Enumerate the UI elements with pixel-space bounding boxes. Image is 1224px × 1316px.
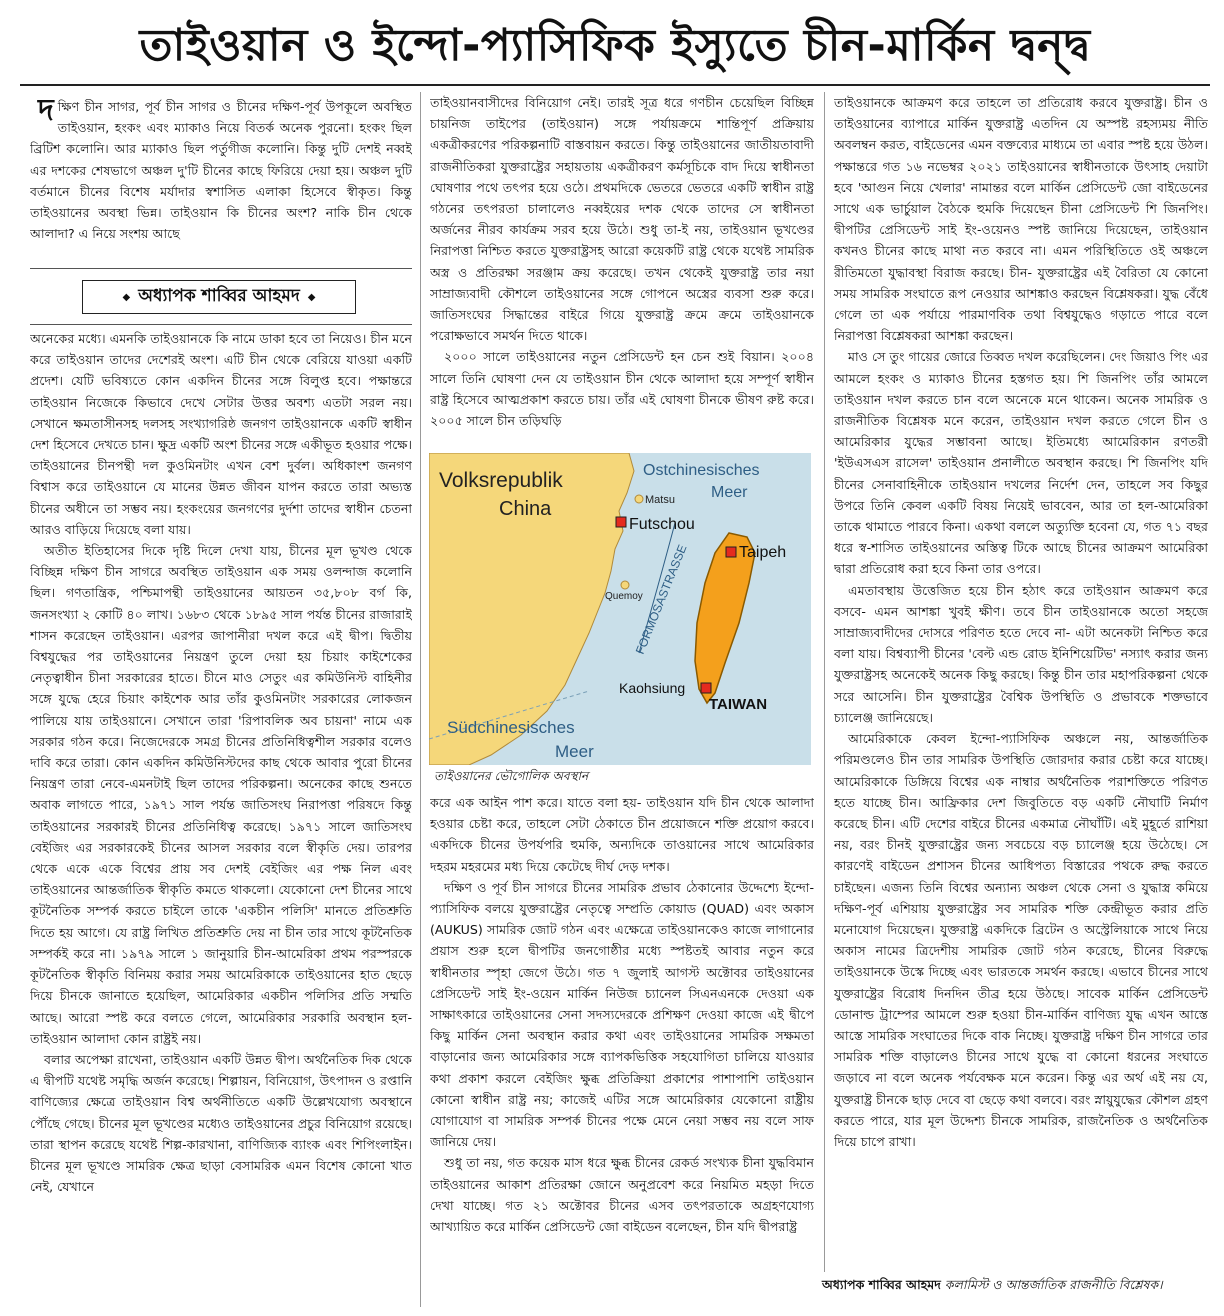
map-label-sea: Südchinesisches <box>447 718 575 737</box>
headline-rule <box>20 84 1210 86</box>
map-label-sea: Ostchinesisches <box>643 462 760 479</box>
paragraph: ২০০০ সালে তাইওয়ানের নতুন প্রেসিডেন্ট হন চেন শুই বিয়ান। ২০০৪ সালে তিনি ঘোষণা দেন যে তাইওয়ান চীন থেকে আলাদা হয়ে সম্পূর্ণ স্বাধীন রাষ্ট্র হিসেবে আত্মপ্রকাশ করতে চায়। তাঁর এই ঘোষণা চীনকে ভীষণ রুষ্ট করে। ২০০৫ সালে চীন তড়িঘড়ি <box>430 349 814 429</box>
paragraph: আমেরিকাকে কেবল ইন্দো-প্যাসিফিক অঞ্চলে নয়, আন্তর্জাতিক পরিমণ্ডলেও চীন তার সামরিক উপস্থিতি জোরদার করার চেষ্টা করে যাচ্ছে। আমেরিকাকে ডিঙ্গিয়ে বিশ্বের এক নাম্বার অর্থনৈতিক পরাশক্তিতে পরিণত হতে যাচ্ছে চীন। আফ্রিকার দেশ জিবুতিতে বড় একটি নৌঘাটি নির্মাণ করেছে চীন। এটি দেশের বাইরে চীনের একমাত্র নৌঘাঁটি। এই মুহূর্তে রাশিয়া নয়, বরং চীনই যুক্তরাষ্ট্রের জন্য সবচেয়ে বড় চ্যালেঞ্জ হয়ে উঠেছে। সে কারণেই বাইডেন প্রশাসন চীনের আধিপত্য বিস্তারের পথকে রুদ্ধ করতে চাইছেন। এজন্য তিনি বিশ্বের অন্যান্য অঞ্চল থেকে সেনা ও যুদ্ধাস্ত্র কমিয়ে দক্ষিণ-পূর্ব এশিয়ায় যুক্তরাষ্ট্রের সব সামরিক শক্তি কেন্দ্রীভূত করার প্রতি মনোযোগ দিয়েছেন। যুক্তরাষ্ট্র একদিকে ব্রিটেন ও অস্ট্রেলিয়াকে সাথে নিয়ে অকাস নামের ত্রিদেশীয় সামরিক জোট গঠন করেছে, চীনের বিরুদ্ধে তাইওয়ানকে উস্কে দিচ্ছে এবং ভারতকে সমর্থন করছে। এভাবে চীনের সাথে যুক্তরাষ্ট্রের বিরোধ দিনদিন তীব্র হয়ে উঠছে। সাবেক মার্কিন প্রেসিডেন্ট ডোনাল্ড ট্রাম্পের আমলে শুরু হওয়া চীন-মার্কিন বাণিজ্য যুদ্ধ এখন আস্তে আস্তে সামরিক সংঘাতের দিকে বাক নিচ্ছে। যুক্তরাষ্ট্র দক্ষিণ চীন সাগরে তার সামরিক শক্তি বাড়ালেও চীনের সাথে যুদ্ধে বা কোনো ধরনের সংঘাতে জড়াবে না বলে অনেক পর্যবেক্ষক মনে করেন। কিন্তু এর অর্থ এই নয় যে, যুক্তরাষ্ট্র চীনকে ছাড় দেবে বা ছেড়ে কথা বলবে। বরং স্নায়ুযুদ্ধের কৌশল গ্রহণ করতে পারে, যার মূল উদ্দেশ্য চীনকে সামরিক, রাজনৈতিক ও অর্থনৈতিক দিয়ে চাপে রাখা। <box>834 731 1208 1149</box>
paragraph: দক্ষিণ ও পূর্ব চীন সাগরে চীনের সামরিক প্রভাব ঠেকানোর উদ্দেশ্যে ইন্দো-প্যাসিফিক বলয়ে যুক্তরাষ্ট্রের নেতৃত্বে সম্প্রতি কোয়াড (QUAD) এবং অকাস (AUKUS) সামরিক জোট গঠন এবং এক্ষেত্রে তাইওয়ানকেও কাজে লাগানোর প্রয়াস শুরু হলে দ্বীপটির জনগোষ্ঠীর মধ্যে স্পষ্টতই আবার নতুন করে স্বাধীনতার স্পৃহা জেগে উঠে। গত ৭ জুলাই আগস্ট অক্টোবর তাইওয়ানের প্রেসিডেন্ট সাই ইং-ওয়েন মার্কিন নিউজ চ্যানেল সিএনএনকে দেওয়া এক সাক্ষাৎকারে তাইওয়ানের সেনা সদস্যদেরকে প্রশিক্ষণ দেওয়া কাজে এই দ্বীপে কিছু মার্কিন সেনা অবস্থান করার কথা এবং তাইওয়ানের সামরিক সক্ষমতা বাড়ানোর জন্য আমেরিকার সঙ্গে ব্যাপকভিত্তিক সহযোগিতা চালিয়ে যাওয়ার কথা প্রকাশ করলে বেইজিং ক্ষুব্ধ প্রতিক্রিয়া প্রকাশের পাশাপাশি তাইওয়ান কোনো স্বাধীন রাষ্ট্র নয়; কাজেই এটির সঙ্গে আমেরিকার যেকোনো রাষ্ট্রীয় যোগাযোগ বা সামরিক সম্পর্ক চীনের পক্ষে মেনে নেয়া সম্ভব নয় বলে সাফ জানিয়ে দেয়। <box>430 879 814 1150</box>
map-svg <box>429 453 811 765</box>
map-label-city: Matsu <box>645 494 675 506</box>
divider <box>30 268 412 269</box>
diamond-icon: ◆ <box>122 291 131 303</box>
intro-text: ক্ষিণ চীন সাগর, পূর্ব চীন সাগর ও চীনের দক্ষিণ-পূর্ব উপকূলে অবস্থিত তাইওয়ান, হংকং এবং ম্যাকাও নিয়ে বিতর্ক অনেক পুরনো। হংকং ছিল ব্রিটিশ কলোনি। আর ম্যাকাও ছিল পর্তুগীজ কলোনি। কিন্তু দুটি দেশই নব্বই এর দশকের শেষভাগে অঞ্চল দু'টি চীনের কাছে ফিরিয়ে দেয়া হয়। অঞ্চল দুটি বর্তমানে চীনের বিশেষ মর্যাদার স্বশাসিত এলাকা হিসেবে স্বীকৃত। কিন্তু তাইওয়ানের অবস্থা ভিন্ন। তাইওয়ান কি চীনের অংশ? নাকি চীন থেকে আলাদা? এ নিয়ে সংশয় আছে <box>30 99 412 242</box>
map-label-city: Quemoy <box>605 591 643 602</box>
headline: তাইওয়ান ও ইন্দো-প্যাসিফিক ইস্যুতে চীন-মার্কিন দ্বন্দ্ব <box>139 19 1091 71</box>
article-intro <box>30 96 412 264</box>
paragraph: এমতাবস্থায় উত্তেজিত হয়ে চীন হঠাৎ করে তাইওয়ান আক্রমণ করে বসবে- এমন আশঙ্কা খুবই ক্ষীণ। তবে চীন তাইওয়ানকে অতো সহজে সাম্রাজ্যবাদীদের দোসরে পরিণত হতে দেবে না- এটা অনেকটা নিশ্চিত করে বলা যায়। বিশ্বব্যাপী চীনের 'বেল্ট এন্ড রোড ইনিশিয়েটিভ' নস্যাৎ করার জন্য যুক্তরাষ্ট্রসহ অনেকেই অনেক কিছু করছে। কিন্তু চীন তার মহাপরিকল্পনা থেকে সরে আসেনি। চীন যুক্তরাষ্ট্রের বৈশ্বিক উপস্থিতি ও প্রভাবকে শক্তভাবে চ্যালেঞ্জ জানিয়েছে। <box>834 582 1208 725</box>
paragraph: তাইওয়ানবাসীদের বিনিয়োগ নেই। তারই সূত্র ধরে গণচীন চেয়েছিল বিচ্ছিন্ন চায়নিজ তাইপের (তাইওয়ান) সঙ্গে পর্যায়ক্রমে শান্তিপূর্ণ প্রক্রিয়ায় একত্রীকরণের পরিকল্পনাটি বাস্তবায়ন করতে। কিন্তু তাইওয়ানের জাতীয়তাবাদী রাজনীতিকরা যুক্তরাষ্ট্রের সহায়তায় একত্রীকরণ কর্মসূচিকে বাদ দিয়ে স্বাধীনতা ঘোষণার পথে তৎপর হয়ে ওঠে। প্রথমদিকে ভেতরে ভেতরে একটি স্বাধীন রাষ্ট্র গঠনের তৎপরতা চালালেও নব্বইয়ের দশক থেকে তাদের সে স্বাধীনতা অর্জনের নীরব কার্যক্রম সরব হয়ে উঠে। শুধু তা-ই নয়, তাইওয়ান ভূখণ্ডের নিরাপত্তা নিশ্চিত করতে যুক্তরাষ্ট্রসহ আরো কয়েকটি রাষ্ট্র থেকে যথেষ্ট সামরিক অস্ত্র ও প্রতিরক্ষা সরঞ্জাম ক্রয় করেছে। তখন থেকেই যুক্তরাষ্ট্র তার নয়া সাম্রাজ্যবাদী কৌশলে তাইওয়ানের সঙ্গে গোপনে অস্ত্রের ব্যবসা শুরু করে। জাতিসংঘের সিদ্ধান্তের বাইরে গিয়ে যুক্তরাষ্ট্র ক্রমে ক্রমে তাইওয়ানকে পরোক্ষভাবে সমর্থন দিতে থাকে। <box>430 95 814 344</box>
signature-name: অধ্যাপক শাব্বির আহমদ <box>822 1277 941 1292</box>
matsu-island <box>635 495 643 503</box>
paragraph: শুধু তা নয়, গত কয়েক মাস ধরে ক্ষুব্ধ চীনের রেকর্ড সংখ্যক চীনা যুদ্ধবিমান তাইওয়ানের আকাশ প্রতিরক্ষা জোনে অনুপ্রবেশ করে নিয়মিত মহড়া দিতে দেখা যাচ্ছে। গত ২১ অক্টোবর চীনের এসব তৎপরতাকে অগ্রহণযোগ্য আখ্যায়িত করে মার্কিন প্রেসিডেন্ট জো বাইডেন বলেছেন, চীন যদি দ্বীপরাষ্ট্র <box>430 1155 814 1235</box>
taiwan-map <box>429 453 811 765</box>
byline: অধ্যাপক শাব্বির আহমদ <box>138 286 300 306</box>
taipeh-marker <box>726 547 736 557</box>
author-signature <box>822 1277 1212 1297</box>
map-label-island: TAIWAN <box>709 696 768 713</box>
map-caption: তাইওয়ানের ভৌগোলিক অবস্থান <box>434 769 589 783</box>
divider <box>30 324 412 325</box>
map-label-sea: Meer <box>711 484 748 501</box>
byline-box <box>82 280 356 314</box>
article-column-1 <box>30 328 412 1308</box>
map-label-country: Volksrepublik <box>439 469 563 492</box>
map-label-city: Futschou <box>629 516 695 533</box>
map-label-city: Taipeh <box>739 544 787 561</box>
map-label-city: Kaohsiung <box>619 680 686 696</box>
paragraph: তাইওয়ানকে আক্রমণ করে তাহলে তা প্রতিরোধ করবে যুক্তরাষ্ট্র। চীন ও তাইওয়ানের ব্যাপারে মার্কিন যুক্তরাষ্ট্র এতদিন যে অস্পষ্ট রহস্যময় নীতি অবলম্বন করত, বাইডেনের এমন বক্তব্যের মাধ্যমে তা এবার স্পষ্ট হয়ে উঠল। পক্ষান্তরে গত ১৬ নভেম্বর ২০২১ তাইওয়ানের স্বাধীনতাকে উৎসাহ দেয়াটা হবে 'আগুন নিয়ে খেলার' নামান্তর বলে মার্কিন প্রেসিডেন্ট জো বাইডেনের সাথে এক ভার্চুয়াল বৈঠকে হুমকি দিয়েছেন চীনা প্রেসিডেন্ট শি জিনপিং। দ্বীপটির প্রেসিডেন্ট সাই ইং-ওয়েনও স্পষ্ট জানিয়ে দিয়েছেন, তাইওয়ান কখনও চীনের কাছে মাথা নত করবে না। এমন পরিস্থিতিতে ওই অঞ্চলে রীতিমতো যুদ্ধাবস্থা বিরাজ করছে। চীন- যুক্তরাষ্ট্রের এই বৈরিতা যে কোনো সময় সামরিক সংঘাতে রূপ নেওয়ার আশঙ্কাও করছেন বিশ্লেষকরা। যুদ্ধ বেঁধে গেলে তা এক পর্যায়ে পারমাণবিক তথা বিশ্বযুদ্ধেও গড়াতে পারে বলে নিরাপত্তা বিশ্লেষকরা আশঙ্কা করছেন। <box>834 95 1208 344</box>
futschou-marker <box>616 517 626 527</box>
column-divider <box>824 92 825 1272</box>
paragraph: বলার অপেক্ষা রাখেনা, তাইওয়ান একটি উন্নত দ্বীপ। অর্থনৈতিক দিক থেকে এ দ্বীপটি যথেষ্ট সমৃদ্ধি অর্জন করেছে। শিল্পায়ন, বিনিয়োগ, উৎপাদন ও রপ্তানি বাণিজ্যের ক্ষেত্রে তাইওয়ান বিশ্ব অর্থনীতিতে একটি উল্লেখযোগ্য অবস্থানে পৌঁছে গেছে। চীনের মূল ভূখণ্ডের মধ্যেও তাইওয়ানের প্রচুর বিনিয়োগ রয়েছে। তারা স্থাপন করেছে যথেষ্ট শিল্প-কারখানা, বাণিজ্যিক ব্যাংক এবং শিপিংলাইন। চীনের মূল ভূখণ্ডে সামরিক ক্ষেত্র ছাড়া বেসামরিক এমন বিশেষ কোনো খাত নেই, যেখানে <box>30 1051 412 1195</box>
signature-role: কলামিস্ট ও আন্তর্জাতিক রাজনীতি বিশ্লেষক। <box>944 1277 1163 1292</box>
map-label-sea: Meer <box>555 742 594 761</box>
quemoy-island <box>621 581 629 589</box>
article-column-3 <box>834 92 1208 1272</box>
article-column-2-top <box>430 92 814 448</box>
kaohsiung-marker <box>701 683 711 693</box>
paragraph: মাও সে তুং গায়ের জোরে তিব্বত দখল করেছিলেন। দেং জিয়াও পিং এর আমলে হংকং ও ম্যাকাও চীনের হস্তগত হয়। শি জিনপিং তাঁর আমলে তাইওয়ান দখল করতে চান বলে অনেকে মনে থাকেন। অনেক সামরিক ও রাজনীতিক বিশ্লেষক মনে করেন, তাইওয়ান দখল করতে গেলে চীন ও আমেরিকার যুদ্ধের সম্ভাবনা আছে। ইতিমধ্যে আমেরিকান রণতরী 'ইউএসএস রাসেল' তাইওয়ান প্রনালীতে অবস্থান করছে। শি জিনপিং যদি চীনের সেনাবাহিনীকে তাইওয়ান দখলের নির্দেশ দেন, তাহলে সব কিছুর উপরে তিনি কেবল একটি বিষয় নিয়েই ভাববেন, আর তা হল-আমেরিকা তাকে থামাতে পারবে কিনা। একথা বললে অত্যুক্তি হবেনা যে, গত ৭১ বছর ধরে স্ব-শাসিত তাইওয়ানের অস্তিত্ব টিকে আছে চীনের আক্রমণ আমেরিকা দ্বারা প্রতিরোধ করা হবে কিনা তার ওপরে। <box>834 349 1208 577</box>
map-label-country: China <box>499 498 552 520</box>
map-label-strait: FORMOSASTRASSE <box>632 542 690 657</box>
column-divider <box>420 92 421 1307</box>
dropcap: দ <box>38 96 54 128</box>
paragraph: অনেকের মধ্যে। এমনকি তাইওয়ানকে কি নামে ডাকা হবে তা নিয়েও। চীন মনে করে তাইওয়ান তাদের দেশেরই অংশ। এটি চীন থেকে বেরিয়ে যাওয়া একটি প্রদেশ। যেটি ভবিষ্যতে কোন একদিন চীনের সঙ্গে বিলুপ্ত হবে। পক্ষান্তরে তাইওয়ান নিজেকে কিভাবে দেখে সেটার উত্তর অবশ্য এতটা সরল নয়। সেখানে ক্ষমতাসীনসহ দলসহ সংখ্যাগরিষ্ঠ জনগণ তাইওয়ানকে একটি স্বাধীন দেশ হিসেবে দেখতে চান। ক্ষুদ্র একটি অংশ চীনের সঙ্গে একীভূত হওয়ার পক্ষে। তাইওয়ানের চীনপন্থী দল কুওমিনটাং এখন বেশ দুর্বল। অধিকাংশ জনগণ বিশ্বাস করে তাইওয়ানে যে মানের উন্নত জীবন যাপন করতে তারা অভ্যস্ত চীনের অধীনে তা সম্ভব নয়। হংকংয়ের জনগণের দুর্দশা তাদের স্বাধীন চেতনা আরও বাড়িয়ে দিয়েছে বলা যায়। <box>30 331 412 537</box>
article-column-2-bottom <box>430 792 814 1312</box>
diamond-icon: ◆ <box>307 291 316 303</box>
paragraph: করে এক আইন পাশ করে। যাতে বলা হয়- তাইওয়ান যদি চীন থেকে আলাদা হওয়ার চেষ্টা করে, তাহলে সেটা ঠেকাতে চীন প্রয়োজনে শক্তি প্রয়োগ করবে। একদিকে চীনের উপর্যপরি হুমকি, অন্যদিকে তাওয়ানের সাথে আমেরিকার দহরম মহরমের মধ্য দিয়ে কেটেছে দীর্ঘ দেড় দশক। <box>430 795 814 874</box>
paragraph: অতীত ইতিহাসের দিকে দৃষ্টি দিলে দেখা যায়, চীনের মূল ভূখণ্ড থেকে বিচ্ছিন্ন দক্ষিণ চীন সাগরে অবস্থিত তাইওয়ান এক সময় ওলন্দাজ কলোনি ছিল। গণতান্ত্রিক, পশ্চিমাপন্থী তাইওয়ানের আয়তন ৩৫,৮০৮ বর্গ কি, জনসংখ্যা ২ কোটি ৪০ লাখ। ১৬৮৩ থেকে ১৮৯৫ সাল পর্যন্ত চীনের রাজারাই শাসন করেছেন তাইওয়ান। এরপর জাপানীরা দখল করে এই দ্বীপ। দ্বিতীয় বিশ্বযুদ্ধের পর তাইওয়ানের নিয়ন্ত্রণ তুলে দেয়া হয় চিয়াং কাইশেকের নেতৃত্বাধীন চীনা সরকারের হাতে। চীনে মাও সেতুং এর কমিউনিস্ট বাহিনীর সঙ্গে যুদ্ধে হেরে চিয়াং কাইশেক আর তাঁর কুওমিনটাং সরকারের লোকজন পালিয়ে যায় তাইওয়ানে। সেখানে তারা 'রিপাবলিক অব চায়না' নামে এক সরকার গঠন করে। নিজেদেরকে সমগ্র চীনের প্রতিনিধিত্বশীল সরকার বলেও দাবি করে তারা। কোন একদিন কমিউনিস্টদের কাছ থেকে আবার পুরো চীনের নিয়ন্ত্রণ তারা নেবে-এমনটাই ছিল তাদের পরিকল্পনা। অনেকের কাছে শুনতে অবাক লাগতে পারে, ১৯৭১ সাল পর্যন্ত জাতিসংঘ নিরাপত্তা পরিষদে কিন্তু তাইওয়ানের সরকারই চীনের প্রতিনিধিত্ব করেছে। ১৯৭১ সালে জাতিসংঘ বেইজিং এর সরকারকেই চীনের আসল সরকার বলে স্বীকৃতি দেয়। তারপর থেকে একে একে বিশ্বের প্রায় সব দেশই বেইজিং এর পক্ষ নিল এবং তাইওয়ানের আন্তর্জাতিক স্বীকৃতি কমতে থাকলো। যেকোনো দেশ চীনের সাথে কূটনৈতিক সম্পর্ক করতে চাইলে তাকে 'একচীন পলিসি' মানতে প্রতিশ্রুতি দিতে হয় আগে। যে রাষ্ট্র লিখিত প্রতিশ্রুতি দেয় না চীন তার সাথে কূটনৈতিক সম্পর্কই করে না। ১৯৭৯ সালে ১ জানুয়ারি চীন-আমেরিকা প্রথম পরস্পরকে কূটনৈতিক স্বীকৃতি বিনিময় করার সময় আমেরিকাকে তাইওয়ানের হাত ছেড়ে দিয়ে চীনকে জানাতে হয়েছিল, আমেরিকার একচীন পলিসির প্রতি সম্মতি আছে। আরো স্পষ্ট করে বলতে গেলে, আমেরিকার সরকারি অবস্থান হল-তাইওয়ান আলাদা কোন রাষ্ট্রই নয়। <box>30 543 412 1046</box>
